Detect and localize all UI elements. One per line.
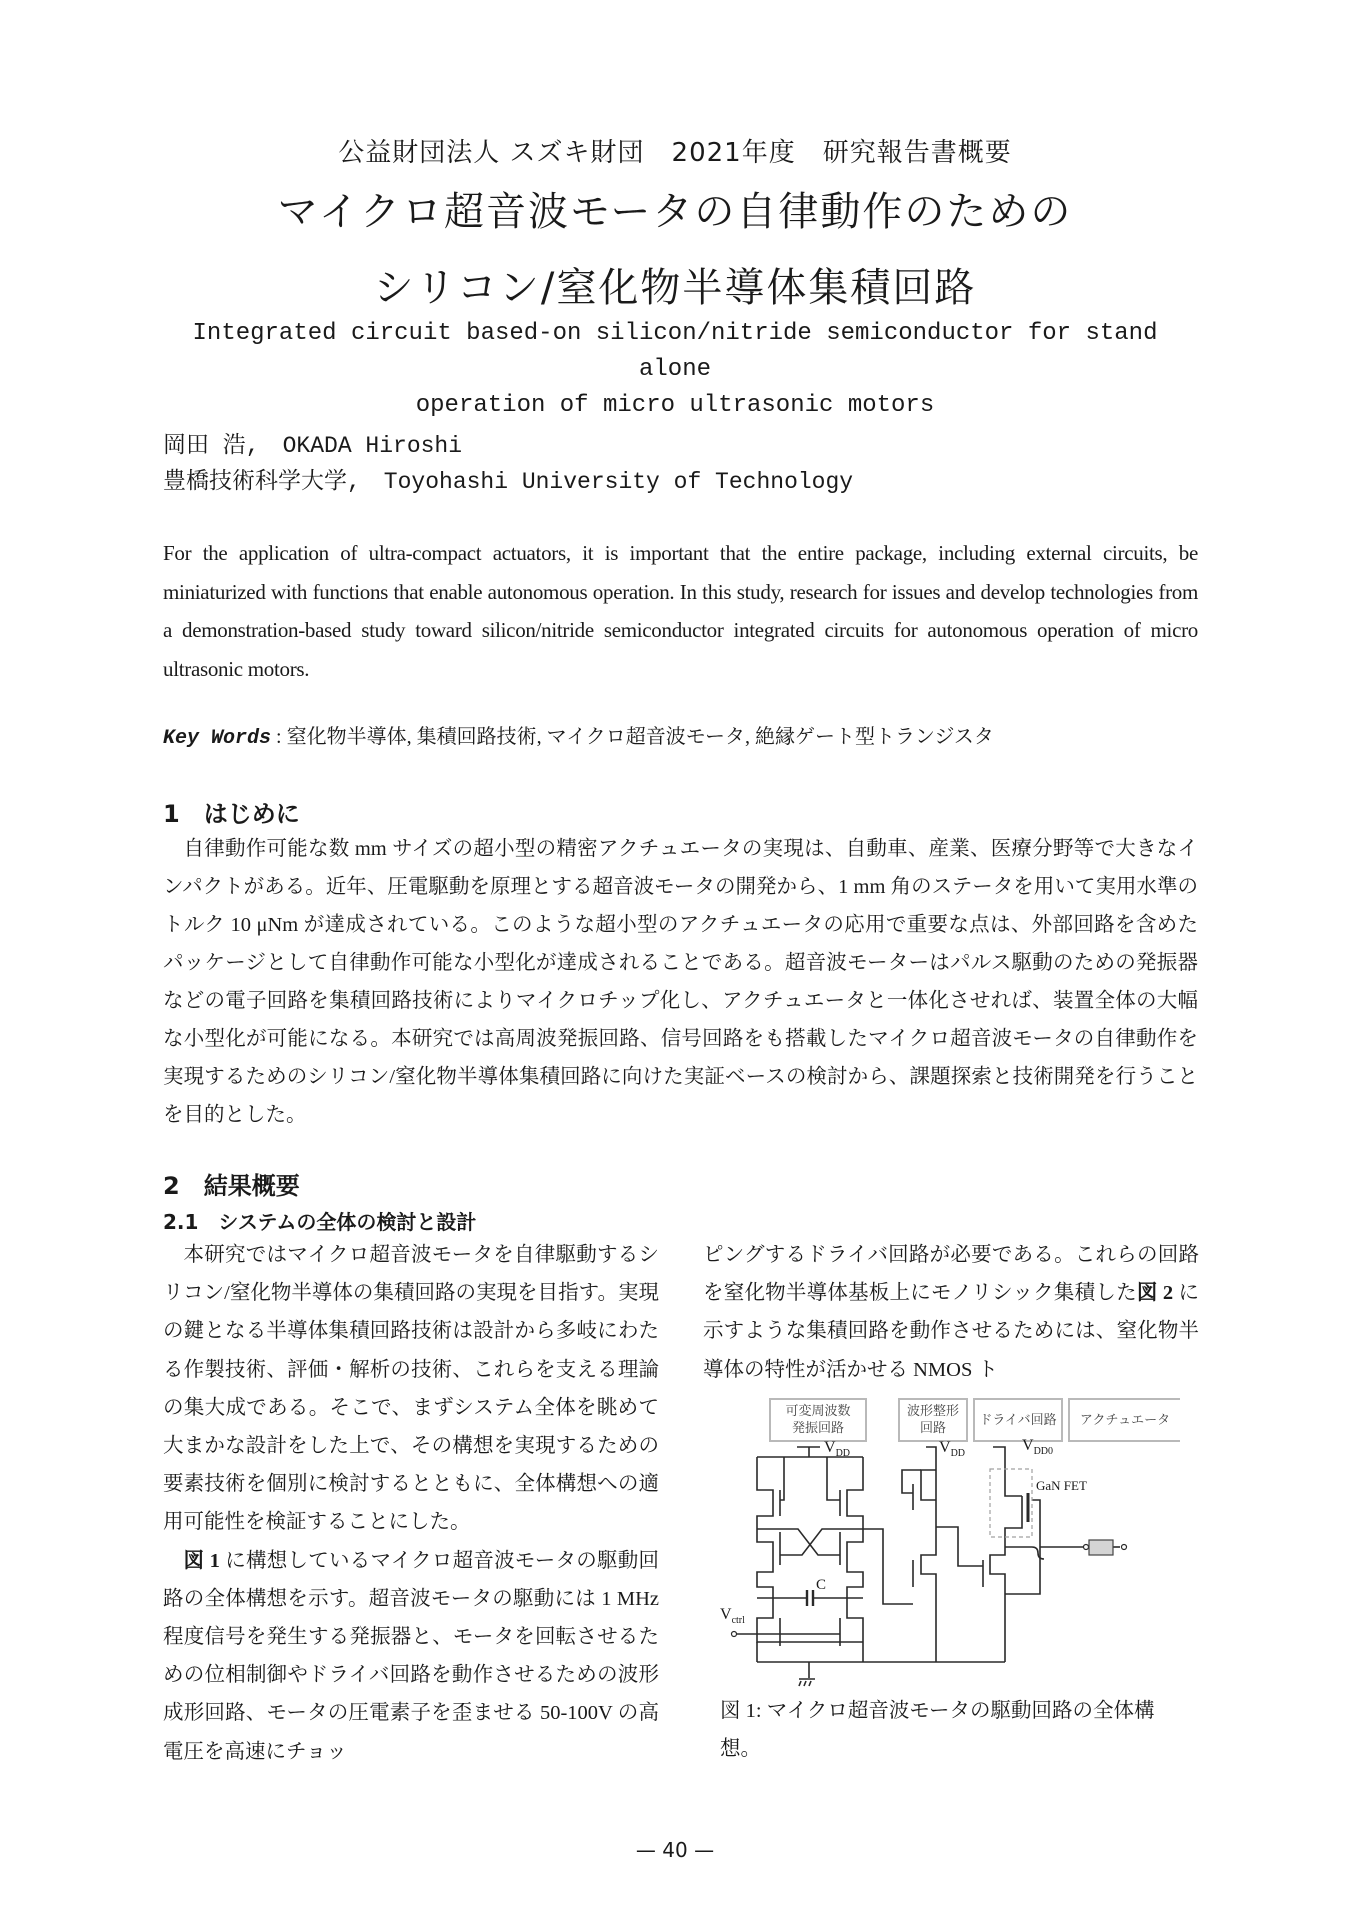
capacitor-label: C [816, 1577, 827, 1593]
paper-title-line2: シリコン/窒化物半導体集積回路 [373, 265, 977, 311]
author-block [163, 428, 853, 500]
block-variable-frequency-oscillator: 可変周波数 発振回路 [769, 1398, 867, 1442]
vctrl-label-main: V [720, 1606, 732, 1623]
gan-fet-label: GaN FET [1036, 1478, 1087, 1493]
circuit-schematic [720, 1392, 1200, 1692]
vdd2-label-main: V [939, 1439, 951, 1456]
abstract-text: For the application of ultra-compact actuators, it is important that the entire package, including external circuits, be miniaturized with functions that enable autonomous operation. In this study, research for issues and develop technologies from a demonstration-based study toward silicon/nitride semiconductor integrated circuits for autonomous operation of micro ultrasonic motors. [163, 541, 1198, 681]
abstract [163, 534, 1198, 688]
left-paragraph-2-text: に構想しているマイクロ超音波モータの駆動回路の全体構想を示す。超音波モータの駆動には 1 MHz 程度信号を発生する発振器と、モータを回転させるための位相制御やドライバ回路を動作させるための波形成形回路、モータの圧電素子を歪ませる 50-100V の高電圧を高速にチョッ [163, 1549, 660, 1763]
page-number: — 40 — [635, 1838, 715, 1862]
vdd0-label-main: V [1022, 1437, 1034, 1454]
keywords-separator: : [271, 726, 287, 748]
right-column [703, 1236, 1199, 1389]
english-title-line2: operation of micro ultrasonic motors [415, 392, 935, 419]
author-name: 岡田 浩, OKADA Hiroshi [163, 433, 463, 459]
left-paragraph-1: 本研究ではマイクロ超音波モータを自律駆動するシリコン/窒化物半導体の集積回路の実現を目指す。実現の鍵となる半導体集積回路技術は設計から多岐にわたる作製技術、評価・解析の技術、これらを支える理論の集大成である。そこで、まずシステム全体を眺めて大まかな設計をした上で、その構想を実現するための要素技術を個別に検討するとともに、全体構想への適用可能性を検証することにした。 [163, 1244, 659, 1534]
vdd0-label [1022, 1437, 1053, 1457]
vctrl-terminal [732, 1632, 737, 1637]
block-actuator: アクチュエータ [1068, 1398, 1180, 1442]
section-1-paragraph: 自律動作可能な数 mm サイズの超小型の精密アクチュエータの実現は、自動車、産業、医療分野等で大きなインパクトがある。近年、圧電駆動を原理とする超音波モータの開発から、1 mm 角のステータを用いて実用水準のトルク 10 μNm が達成されている。このような超小型のアクチュエータの応用で重要な点は、外部回路を含めたパッケージとして自律動作可能な小型化が達成されることである。超音波モーターはパルス駆動のための発振器などの電子回路を集積回路技術によりマイクロチップ化し、アクチュエータと一体化させれば、装置全体の大幅な小型化が可能になる。本研究では高周波発振回路、信号回路をも搭載したマイクロ超音波モータの自律動作を実現するためのシリコン/窒化物半導体集積回路に向けた実証ベースの検討から、課題探索と技術開発を行うことを目的とした。 [163, 838, 1198, 1126]
figure-2-reference[interactable]: 図 2 [1136, 1282, 1174, 1305]
left-column [163, 1236, 659, 1771]
capacitor-symbol [807, 1590, 813, 1606]
figure-1-circuit-diagram [720, 1392, 1200, 1692]
figure-1-reference[interactable]: 図 1 [183, 1549, 220, 1572]
section-1-body [163, 830, 1198, 1134]
section-2-heading: 2 結果概要 [163, 1172, 300, 1200]
english-title-line1: Integrated circuit based-on silicon/nitride semiconductor for stand alone [192, 320, 1158, 383]
keywords-values: 窒化物半導体, 集積回路技術, マイクロ超音波モータ, 絶縁ゲート型トランジスタ [286, 726, 994, 748]
block-driver-circuit: ドライバ回路 [973, 1398, 1063, 1442]
gan-fet-box [990, 1469, 1032, 1537]
figure-1-caption: 図 1: マイクロ超音波モータの駆動回路の全体構想。 [720, 1700, 1155, 1760]
keywords [163, 720, 994, 750]
actuator-load-symbol [1089, 1540, 1113, 1555]
ground-symbol [799, 1662, 815, 1686]
vctrl-label [720, 1606, 745, 1626]
report-header: 公益財団法人 スズキ財団 2021年度 研究報告書概要 [338, 138, 1012, 168]
vdd2-label [939, 1439, 965, 1459]
block-waveform-shaping: 波形整形 回路 [898, 1398, 968, 1442]
output-terminal-left [1084, 1545, 1089, 1550]
section-1-heading: 1 はじめに [163, 800, 300, 828]
output-terminal-right [1122, 1545, 1127, 1550]
right-paragraph-text-a: ピングするドライバ回路が必要である。これらの回路を窒化物半導体基板上にモノリシック集積した [703, 1244, 1199, 1305]
author-affiliation: 豊橋技術科学大学, Toyohashi University of Technology [163, 469, 854, 495]
vctrl-label-sub: ctrl [731, 1615, 745, 1627]
vdd1-label-main: V [824, 1439, 836, 1456]
english-title [150, 316, 1200, 424]
vdd1-label [824, 1439, 850, 1459]
keywords-label: Key Words [163, 727, 272, 750]
vdd1-terminal [797, 1447, 820, 1457]
right-paragraph-text-b: に示すような集積回路を動作させるためには、窒化物半導体の特性が活かせる NMOS ト [703, 1282, 1199, 1381]
vdd0-label-sub: DD0 [1033, 1446, 1054, 1458]
paper-title-line1: マイクロ超音波モータの自律動作のための [277, 189, 1073, 235]
section-2-1-heading: 2.1 システムの全体の検討と設計 [163, 1210, 477, 1234]
vdd1-label-sub: DD [835, 1448, 851, 1460]
vdd2-label-sub: DD [950, 1448, 966, 1460]
left-paragraph-2 [163, 1542, 659, 1771]
right-paragraph [703, 1236, 1199, 1389]
